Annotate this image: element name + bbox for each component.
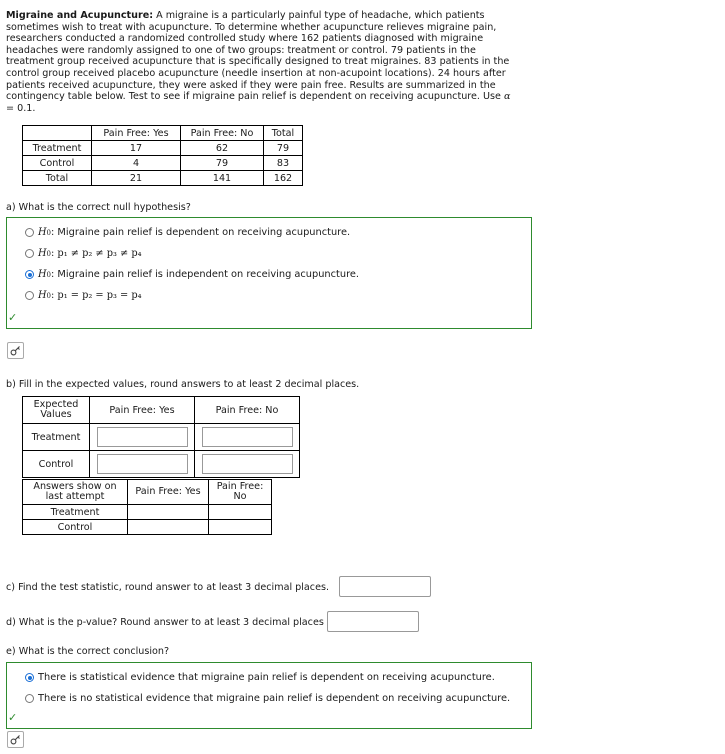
row-label: Control	[23, 451, 90, 478]
hypothesis-symbol: H	[38, 269, 47, 280]
checkmark-icon: ✓	[8, 711, 18, 724]
column-header: Pain Free: No	[195, 397, 300, 424]
row-label: Total	[23, 171, 92, 186]
column-header: Pain Free: Yes	[128, 480, 209, 505]
test-statistic-input[interactable]	[339, 576, 431, 597]
hypothesis-symbol: H	[38, 248, 47, 259]
table-cell: 79	[181, 156, 264, 171]
p-value-input[interactable]	[327, 611, 419, 632]
column-header: Pain Free: No	[181, 126, 264, 141]
table-row	[23, 520, 272, 535]
table-row	[23, 171, 303, 186]
row-label: Treatment	[23, 505, 128, 520]
expected-treatment-no-input[interactable]	[202, 427, 293, 447]
checkmark-icon: ✓	[8, 311, 18, 324]
row-label: Treatment	[23, 141, 92, 156]
table-row	[23, 156, 303, 171]
table-row	[23, 505, 272, 520]
option-text: : Migraine pain relief is independent on receiving acupuncture.	[51, 269, 360, 280]
alpha-symbol: α	[504, 91, 511, 103]
hypothesis-subscript: 0	[46, 270, 52, 279]
null-hypothesis-option-selected[interactable]	[25, 269, 359, 280]
key-button[interactable]	[7, 342, 24, 359]
radio-button[interactable]	[25, 694, 34, 703]
answers-table	[22, 479, 272, 535]
row-label: Treatment	[23, 424, 90, 451]
option-text: : p₁ = p₂ = p₃ = p₄	[51, 290, 142, 301]
column-header: Pain Free: No	[209, 480, 272, 505]
table-cell: 62	[181, 141, 264, 156]
expected-control-no-input[interactable]	[202, 454, 293, 474]
column-header: Pain Free: Yes	[92, 126, 181, 141]
table-cell	[209, 520, 272, 535]
table-row	[23, 141, 303, 156]
table-cell: 141	[181, 171, 264, 186]
part-c-question: c) Find the test statistic, round answer to at least 3 decimal places.	[6, 582, 330, 593]
contingency-table	[22, 125, 303, 186]
table-cell: 17	[92, 141, 181, 156]
null-hypothesis-option[interactable]	[25, 290, 142, 301]
table-row	[23, 424, 300, 451]
table-cell	[128, 505, 209, 520]
column-header: Total	[264, 126, 303, 141]
problem-body: A migraine is a particularly painful type of headache, which patients sometimes wish to treat with acupuncture. To determine whether acupuncture relieves migraine pain, researchers conducted a randomized controlled study where 162 patients diagnosed with migraine headaches were randomly assigned to one of two groups: treatment or control. 79 patients in the treatment group received acupuncture that is specifically designed to treat migraines. 83 patients in the control group received placebo acupuncture (needle insertion at non-acupoint locations). 24 hours after patients received acupuncture, they were asked if they were pain free. Results are summarized in the contingency table below. Test to see if migraine pain relief is dependent on receiving acupuncture. Use	[6, 10, 510, 103]
alpha-value: = 0.1.	[6, 102, 36, 114]
table-cell: 162	[264, 171, 303, 186]
key-button[interactable]	[7, 731, 24, 748]
part-d-question: d) What is the p-value? Round answer to at least 3 decimal places	[6, 617, 324, 628]
key-icon	[10, 345, 21, 356]
option-text: : Migraine pain relief is dependent on receiving acupuncture.	[51, 227, 351, 238]
hypothesis-subscript: 0	[46, 291, 52, 300]
radio-button[interactable]	[25, 249, 34, 258]
expected-treatment-yes-input[interactable]	[97, 427, 188, 447]
table-cell: 4	[92, 156, 181, 171]
problem-title: Migraine and Acupuncture:	[6, 10, 154, 21]
conclusion-option-selected[interactable]	[25, 672, 495, 683]
radio-button-selected[interactable]	[25, 270, 34, 279]
part-e-question: e) What is the correct conclusion?	[6, 646, 170, 657]
column-header: Pain Free: Yes	[90, 397, 195, 424]
table-cell	[128, 520, 209, 535]
option-text: : p₁ ≠ p₂ ≠ p₃ ≠ p₄	[51, 248, 142, 259]
null-hypothesis-option[interactable]	[25, 227, 350, 238]
table-cell: 21	[92, 171, 181, 186]
table-cell: 83	[264, 156, 303, 171]
key-icon	[10, 734, 21, 745]
option-text: There is statistical evidence that migraine pain relief is dependent on receiving acupuncture.	[38, 672, 495, 683]
null-hypothesis-option[interactable]	[25, 248, 142, 259]
hypothesis-symbol: H	[38, 290, 47, 301]
radio-button[interactable]	[25, 291, 34, 300]
table-corner: Expected Values	[23, 397, 90, 424]
table-row	[23, 451, 300, 478]
part-a-question: a) What is the correct null hypothesis?	[6, 202, 191, 213]
conclusion-option[interactable]	[25, 693, 510, 704]
table-cell: 79	[264, 141, 303, 156]
table-corner	[23, 126, 92, 141]
table-cell	[209, 505, 272, 520]
part-b-question: b) Fill in the expected values, round answers to at least 2 decimal places.	[6, 379, 360, 390]
expected-values-table	[22, 396, 300, 478]
hypothesis-symbol: H	[38, 227, 47, 238]
row-label: Control	[23, 520, 128, 535]
option-text: There is no statistical evidence that migraine pain relief is dependent on receiving acupuncture.	[38, 693, 511, 704]
expected-control-yes-input[interactable]	[97, 454, 188, 474]
problem-statement	[6, 10, 520, 114]
hypothesis-subscript: 0	[46, 249, 52, 258]
radio-button-selected[interactable]	[25, 673, 34, 682]
row-label: Control	[23, 156, 92, 171]
table-corner: Answers show on last attempt	[23, 480, 128, 505]
hypothesis-subscript: 0	[46, 228, 52, 237]
radio-button[interactable]	[25, 228, 34, 237]
